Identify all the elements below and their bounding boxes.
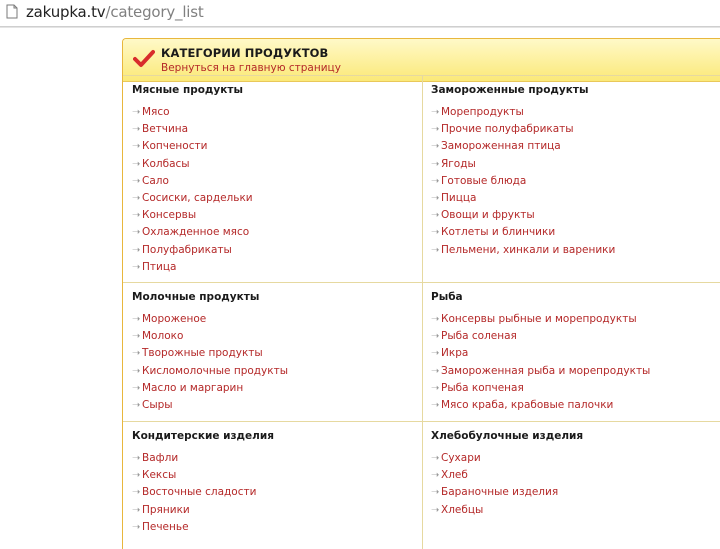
arrow-bullet-icon: ➝	[132, 107, 141, 118]
category-link[interactable]: Консервы рыбные и морепродукты	[441, 313, 637, 325]
category-link[interactable]: Пряники	[142, 503, 190, 516]
list-item	[132, 484, 256, 501]
list-item	[431, 328, 650, 345]
category-link[interactable]: Рыба копченая	[441, 381, 524, 394]
category-link[interactable]: Замороженная рыба и морепродукты	[441, 364, 651, 377]
category-link[interactable]: Вафли	[142, 452, 179, 464]
arrow-bullet-icon: ➝	[431, 314, 440, 325]
list-item	[132, 156, 253, 173]
category-link[interactable]: Масло и маргарин	[142, 381, 244, 394]
category-link[interactable]: Пельмени, хинкали и вареники	[441, 243, 616, 256]
list-item	[431, 224, 615, 241]
category-link[interactable]: Готовые блюда	[441, 174, 527, 187]
arrow-bullet-icon: ➝	[431, 382, 440, 394]
category-link[interactable]: Сало	[142, 174, 169, 187]
category-meat	[123, 75, 422, 282]
arrow-bullet-icon: ➝	[132, 331, 141, 343]
list-item	[431, 363, 650, 380]
category-link[interactable]: Колбасы	[142, 157, 190, 170]
category-title: Мясные продукты	[132, 84, 243, 96]
list-item	[431, 397, 650, 414]
list-item	[431, 156, 615, 173]
category-items	[132, 450, 256, 536]
category-items	[431, 450, 558, 519]
category-link[interactable]: Прочие полуфабрикаты	[441, 123, 574, 136]
arrow-bullet-icon: ➝	[431, 453, 440, 464]
divider	[0, 27, 720, 28]
arrow-bullet-icon: ➝	[431, 175, 440, 187]
list-item	[132, 450, 256, 467]
list-item	[132, 502, 256, 519]
category-link[interactable]: Икра	[441, 347, 469, 360]
arrow-bullet-icon: ➝	[431, 192, 440, 204]
list-item	[431, 484, 558, 501]
category-link[interactable]: Замороженная птица	[441, 140, 561, 153]
panel-title: КАТЕГОРИИ ПРОДУКТОВ	[161, 46, 329, 60]
category-bakery	[422, 421, 720, 549]
category-link[interactable]: Хлеб	[441, 469, 468, 482]
list-item	[431, 104, 615, 121]
category-link[interactable]: Сухари	[441, 452, 481, 464]
arrow-bullet-icon: ➝	[132, 504, 141, 516]
arrow-bullet-icon: ➝	[132, 365, 141, 377]
category-link[interactable]: Овощи и фрукты	[441, 209, 535, 222]
arrow-bullet-icon: ➝	[132, 399, 141, 411]
list-item	[132, 104, 253, 121]
arrow-bullet-icon: ➝	[431, 124, 440, 136]
arrow-bullet-icon: ➝	[431, 244, 440, 256]
category-link[interactable]: Консервы	[142, 209, 197, 222]
category-link[interactable]: Рыба соленая	[441, 330, 517, 343]
category-title: Кондитерские изделия	[132, 430, 274, 442]
category-link[interactable]: Сосиски, сардельки	[142, 191, 253, 204]
category-link[interactable]: Мороженое	[142, 313, 207, 325]
list-item	[431, 450, 558, 467]
arrow-bullet-icon: ➝	[431, 348, 440, 360]
arrow-bullet-icon: ➝	[132, 521, 141, 533]
list-item	[132, 363, 288, 380]
category-title: Хлебобулочные изделия	[431, 430, 584, 442]
category-link[interactable]: Молоко	[142, 330, 184, 343]
list-item	[431, 190, 615, 207]
category-title: Молочные продукты	[132, 291, 260, 303]
category-items	[132, 104, 253, 276]
list-item	[431, 121, 615, 138]
arrow-bullet-icon: ➝	[431, 504, 440, 516]
list-item	[132, 121, 253, 138]
category-frozen	[422, 75, 720, 282]
list-item	[132, 467, 256, 484]
category-link[interactable]: Печенье	[142, 520, 189, 533]
list-item	[132, 397, 288, 414]
list-item	[132, 242, 253, 259]
list-item	[431, 138, 615, 155]
list-item	[132, 345, 288, 362]
arrow-bullet-icon: ➝	[431, 210, 440, 222]
arrow-bullet-icon: ➝	[431, 331, 440, 343]
list-item	[431, 242, 615, 259]
list-item	[431, 311, 650, 328]
arrow-bullet-icon: ➝	[132, 487, 141, 499]
list-item	[431, 502, 558, 519]
category-title: Рыба	[431, 291, 463, 303]
arrow-bullet-icon: ➝	[132, 453, 141, 464]
category-title: Замороженные продукты	[431, 84, 589, 96]
arrow-bullet-icon: ➝	[431, 107, 440, 118]
arrow-bullet-icon: ➝	[431, 470, 440, 482]
category-link[interactable]: Сыры	[142, 398, 173, 411]
arrow-bullet-icon: ➝	[132, 175, 141, 187]
category-link[interactable]: Кисломолочные продукты	[142, 364, 289, 377]
category-link[interactable]: Творожные продукты	[142, 347, 263, 360]
category-link[interactable]: Мясо краба, крабовые палочки	[441, 398, 614, 411]
list-item	[431, 173, 615, 190]
arrow-bullet-icon: ➝	[132, 141, 141, 153]
category-link[interactable]: Ягоды	[441, 157, 476, 170]
list-item	[132, 224, 253, 241]
category-link[interactable]: Пицца	[441, 191, 477, 204]
arrow-bullet-icon: ➝	[431, 399, 440, 411]
arrow-bullet-icon: ➝	[132, 348, 141, 360]
list-item	[132, 380, 288, 397]
list-item	[132, 190, 253, 207]
back-to-home-link[interactable]: Вернуться на главную страницу	[161, 62, 341, 74]
arrow-bullet-icon: ➝	[431, 141, 440, 153]
list-item	[132, 173, 253, 190]
arrow-bullet-icon: ➝	[132, 314, 141, 325]
category-link[interactable]: Морепродукты	[441, 106, 524, 118]
list-item	[132, 311, 288, 328]
arrow-bullet-icon: ➝	[132, 382, 141, 394]
list-item	[431, 207, 615, 224]
list-item	[132, 519, 256, 536]
arrow-bullet-icon: ➝	[132, 227, 141, 239]
category-link[interactable]: Восточные сладости	[142, 486, 257, 499]
arrow-bullet-icon: ➝	[431, 227, 440, 239]
category-link[interactable]: Кексы	[142, 469, 177, 482]
list-item	[132, 138, 253, 155]
list-item	[132, 207, 253, 224]
list-item	[132, 259, 253, 276]
url-path: /category_list	[105, 3, 204, 21]
arrow-bullet-icon: ➝	[132, 210, 141, 222]
category-link[interactable]: Птица	[142, 260, 177, 273]
category-panel	[122, 38, 720, 549]
arrow-bullet-icon: ➝	[132, 261, 141, 273]
category-link[interactable]: Ветчина	[142, 123, 189, 136]
arrow-bullet-icon: ➝	[132, 192, 141, 204]
category-link[interactable]: Копчености	[142, 140, 208, 153]
category-link[interactable]: Охлажденное мясо	[142, 226, 250, 239]
arrow-bullet-icon: ➝	[431, 158, 440, 170]
category-dairy	[123, 282, 422, 421]
category-items	[431, 311, 650, 414]
category-link[interactable]: Хлебцы	[441, 503, 484, 516]
list-item	[431, 467, 558, 484]
category-link[interactable]: Котлеты и блинчики	[441, 226, 556, 239]
list-item	[132, 328, 288, 345]
page-icon	[6, 4, 18, 23]
category-link[interactable]: Мясо	[142, 106, 170, 118]
arrow-bullet-icon: ➝	[132, 124, 141, 136]
list-item	[431, 345, 650, 362]
url-host: zakupka.tv	[26, 3, 106, 21]
arrow-bullet-icon: ➝	[132, 244, 141, 256]
category-items	[431, 104, 615, 259]
arrow-bullet-icon: ➝	[132, 158, 141, 170]
url-text[interactable]	[26, 3, 204, 21]
category-confectionery	[123, 421, 422, 549]
category-fish	[422, 282, 720, 421]
arrow-bullet-icon: ➝	[132, 470, 141, 482]
list-item	[431, 380, 650, 397]
checkmark-icon	[133, 49, 155, 73]
category-items	[132, 311, 288, 414]
arrow-bullet-icon: ➝	[431, 365, 440, 377]
address-bar[interactable]	[0, 0, 720, 27]
category-link[interactable]: Полуфабрикаты	[142, 243, 232, 256]
category-link[interactable]: Бараночные изделия	[441, 486, 559, 499]
arrow-bullet-icon: ➝	[431, 487, 440, 499]
